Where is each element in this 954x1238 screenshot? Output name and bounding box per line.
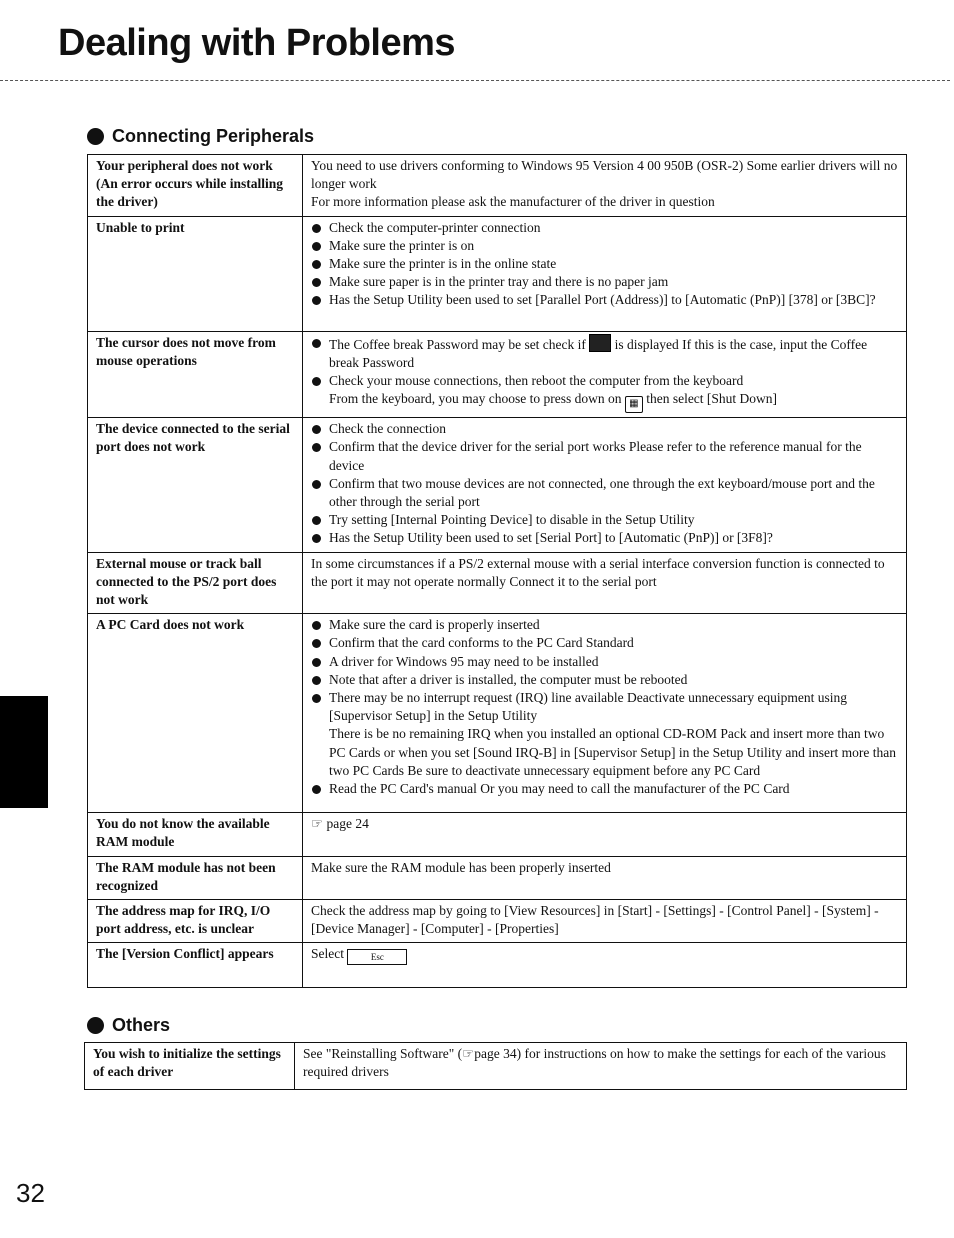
select-label: Select [311,946,344,962]
solution-list [311,420,900,547]
solution-text: For more information please ask the manufacturer of the driver in question [311,194,715,210]
table-row [88,216,907,331]
table-row [88,418,907,552]
solution-cell [303,856,907,899]
hand-pointer-icon: ☞ [462,1046,475,1061]
esc-key-icon: Esc [347,949,407,965]
chapter-tab [0,696,48,808]
list-item-text: From the keyboard, you may choose to press down on [329,391,622,407]
password-indicator-icon [589,334,611,352]
problem-cell: Unable to print [88,216,303,331]
table-row [88,614,907,813]
solution-cell [303,943,907,988]
section-heading-text: Connecting Peripherals [112,126,315,146]
problem-cell: A PC Card does not work [88,614,303,813]
peripherals-table [87,154,907,988]
list-item-text: There may be no interrupt request (IRQ) line available Deactivate unnecessary equipment using [Supervisor Setup] in the Setup Utility [329,690,848,724]
hand-pointer-icon: ☞ [311,816,324,832]
list-item: A driver for Windows 95 may need to be installed [311,653,900,671]
list-item: Confirm that the device driver for the serial port works Please refer to the reference manual for the device [311,438,900,474]
section-bullet-icon [87,128,104,145]
table-row [88,552,907,614]
list-item: Make sure the printer is on [311,237,900,255]
list-item-text: Check your mouse connections, then reboot the computer from the keyboard [329,373,744,389]
list-item: Make sure paper is in the printer tray and there is no paper jam [311,273,900,291]
list-item: Has the Setup Utility been used to set [Parallel Port (Address)] to [Automatic (PnP)] [378] or [3BC]? [311,291,900,309]
table-row [85,1043,907,1090]
solution-cell [303,813,907,856]
solution-text: You need to use drivers conforming to Windows 95 Version 4 00 950B (OSR-2) Some earlier drivers will no longer work [311,158,898,192]
solution-cell [303,418,907,552]
solution-text: In some circumstances if a PS/2 external mouse with a serial interface conversion function is connected to the port it may not operate normally Connect it to the serial port [311,555,885,589]
solution-cell [303,552,907,614]
list-item: Check the computer-printer connection [311,219,900,237]
problem-cell: You wish to initialize the settings of each driver [85,1043,295,1090]
list-item [311,334,900,372]
problem-cell: Your peripheral does not work (An error occurs while installing the driver) [88,155,303,217]
table-row [88,943,907,988]
list-item: Note that after a driver is installed, the computer must be rebooted [311,671,900,689]
problem-cell: You do not know the available RAM module [88,813,303,856]
solution-list [311,219,900,310]
solution-cell [303,900,907,943]
solution-text: page 34) for instructions on how to make the settings for each of the various required drivers [303,1046,886,1080]
problem-cell: The RAM module has not been recognized [88,856,303,899]
list-item: Try setting [Internal Pointing Device] to disable in the Setup Utility [311,511,900,529]
list-item: Read the PC Card's manual Or you may need to call the manufacturer of the PC Card [311,780,900,798]
page-title: Dealing with Problems [58,22,456,64]
list-item-text: then select [Shut Down] [646,391,778,407]
problem-cell: The address map for IRQ, I/O port address, etc. is unclear [88,900,303,943]
others-table [84,1042,907,1090]
solution-text: Make sure the RAM module has been properly inserted [311,859,611,875]
title-rule [0,80,950,81]
problem-cell: The [Version Conflict] appears [88,943,303,988]
list-item: Has the Setup Utility been used to set [Serial Port] to [Automatic (PnP)] or [3F8]? [311,529,900,547]
solution-cell [303,216,907,331]
list-item: Make sure the card is properly inserted [311,616,900,634]
solution-list [311,616,900,798]
problem-cell: The cursor does not move from mouse operations [88,331,303,418]
problem-cell: External mouse or track ball connected to the PS/2 port does not work [88,552,303,614]
page-number: 32 [16,1178,45,1208]
section-heading-others [87,1015,170,1036]
table-row [88,900,907,943]
table-row [88,856,907,899]
windows-key-icon: ▦ [625,396,643,413]
list-item [311,372,900,413]
list-item: Confirm that two mouse devices are not connected, one through the ext keyboard/mouse port and the other through the serial port [311,475,900,511]
table-row [88,155,907,217]
list-item: Make sure the printer is in the online state [311,255,900,273]
solution-cell [295,1043,907,1090]
section-heading-peripherals [87,126,314,147]
problem-cell: The device connected to the serial port does not work [88,418,303,552]
list-item-text: is displayed If this is the case, input the Coffee break Password [329,336,868,370]
solution-text: See "Reinstalling Software" ( [303,1046,463,1061]
solution-cell [303,614,907,813]
solution-cell [303,155,907,217]
solution-text: Check the address map by going to [View Resources] in [Start] - [Settings] - [Control Panel] - [System] - [Device Manager] - [Computer] - [Properties] [311,903,879,937]
list-item: Confirm that the card conforms to the PC Card Standard [311,634,900,652]
solution-cell [303,331,907,418]
list-item [311,689,900,780]
list-item: Check the connection [311,420,900,438]
list-item-text: The Coffee break Password may be set check if [329,336,586,352]
table-row [88,813,907,856]
table-row [88,331,907,418]
section-heading-text: Others [112,1015,171,1035]
solution-list [311,334,900,414]
section-bullet-icon [87,1017,104,1034]
page-reference: page 24 [326,816,369,832]
list-item-text: There is be no remaining IRQ when you installed an optional CD-ROM Pack and insert more than two PC Cards or when you set [Sound IRQ-B] in [Supervisor Setup] in the Setup Utility and insert more than two PC Cards Be sure to deactivate unnecessary equipment before any PC Card [329,726,896,778]
